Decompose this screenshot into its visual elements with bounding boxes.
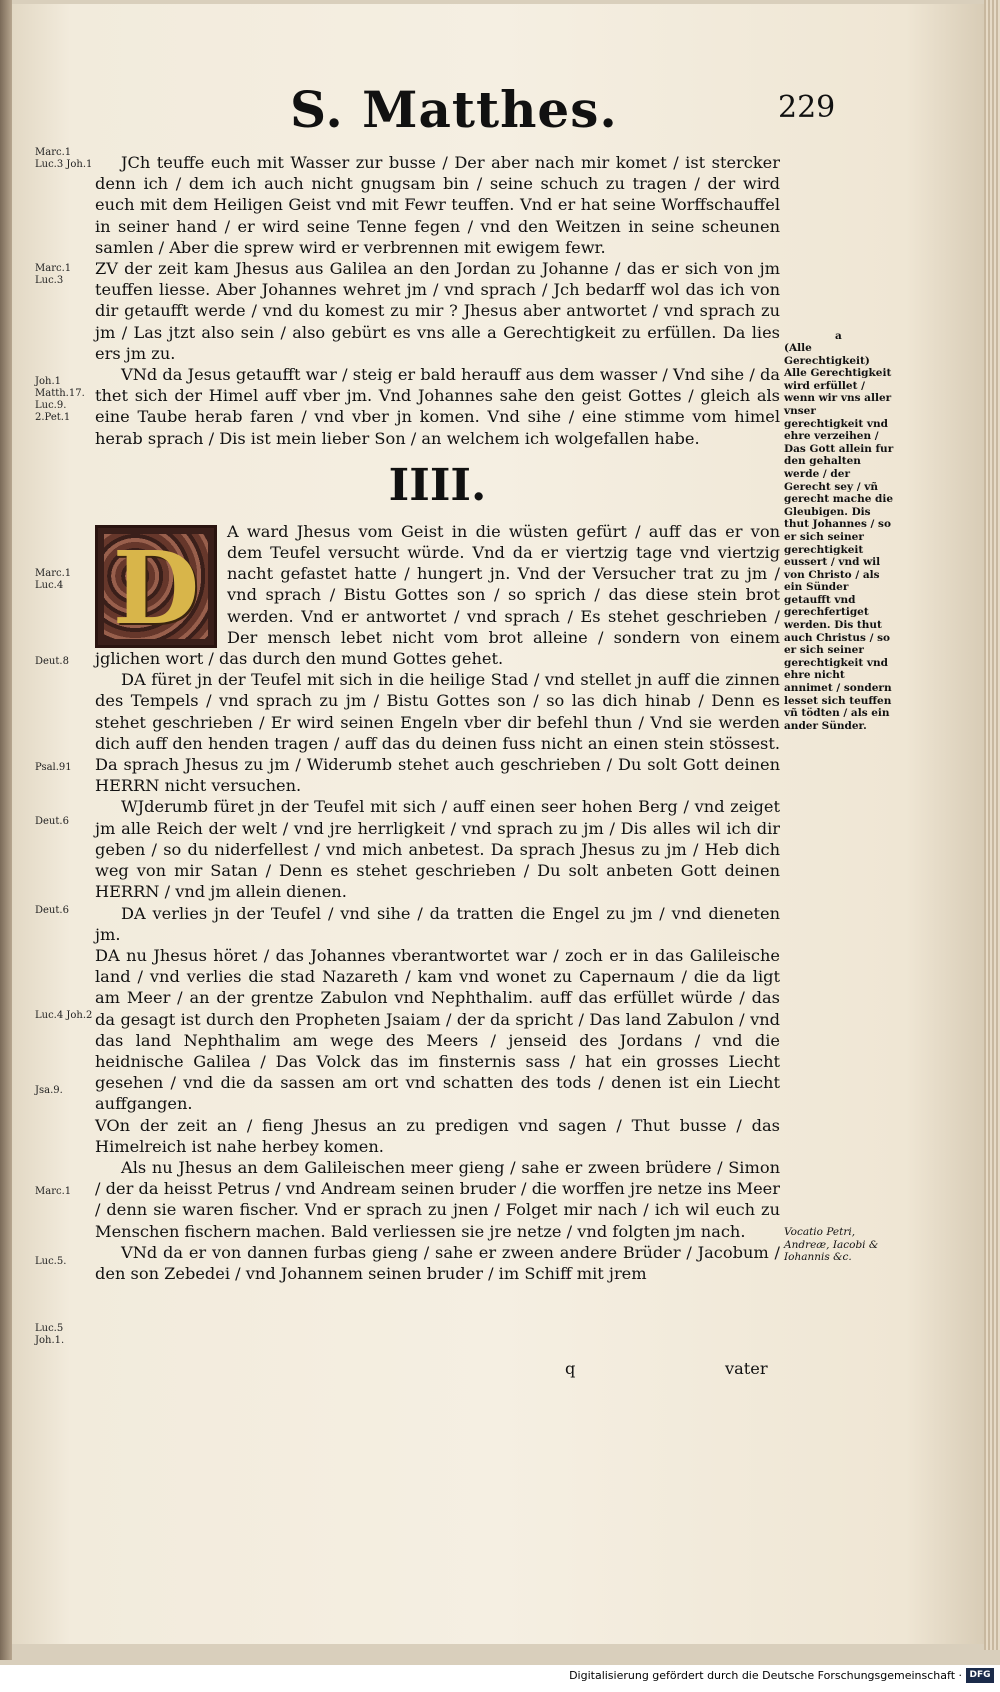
initial-letter: D [112,528,200,647]
marginal-gloss: Vocatio Petri, Andreæ, Iacobi & Iohannis &c. [784,1226,879,1264]
margin-reference: Luc.5 Joh.1. [35,1323,65,1346]
margin-reference: Jsa.9. [35,1085,63,1096]
book-spine-edge [0,0,12,1660]
main-text-column [95,152,780,1284]
margin-reference: Deut.8 [35,656,69,667]
paragraph: JCh teuffe euch mit Wasser zur busse / Der aber nach mir komet / ist stercker denn ich / dem ich auch nicht gnugsam bin / seine schuch zu tragen / der wird euch mit dem Heiligen Geist vnd mit Fewr teuffen. Vnd er hat seine Worffschauffel in seiner hand / er wird seine Tenne fegen / vnd den Weitzen in seine scheunen samlen / Aber die sprew wird er verbrennen mit ewigem fewr. [95,153,780,257]
paragraph: VNd da Jesus getaufft war / steig er bald herauff aus dem wasser / Vnd sihe / da thet sich der Himel auff vber jm. Vnd Johannes sahe den geist Gottes / gleich als eine Taube herab faren / vnd vber jn komen. Vnd sihe / eine stimme vom himel herab sprach / Dis ist mein lieber Son / an welchem ich wolgefallen habe. [95,365,780,448]
running-title: S. Matthes. [290,80,618,139]
signature-mark: q [565,1359,576,1378]
margin-reference: Joh.1 Matth.17. Luc.9. 2.Pet.1 [35,376,85,423]
paragraph: A ward Jhesus vom Geist in die wüsten gefürt / auff das er von dem Teufel versucht würde. Vnd da er viertzig tage vnd viertzig nacht gefastet hatte / hungert jn. Vnd der Versucher trat zu jm / vnd sprach / Bistu Gottes son / so sprich / das diese stein brot werden. Vnd er antwortet / vnd sprach / Es stehet geschrieben / Der mensch lebet nicht vom brot alleine / sondern von einem jglichen wort / das durch den mund Gottes gehet. [95,521,780,669]
margin-reference: Luc.4 Joh.2 [35,1010,93,1021]
paragraph: Als nu Jhesus an dem Galileischen meer gieng / sahe er zween brüdere / Simon / der da heisst Petrus / vnd Andream seinen bruder / die worffen jre netze ins Meer / denn sie waren fischer. Vnd er sprach zu jnen / Folget mir nach / ich wil euch zu Menschen fischern machen. Bald verliessen sie jre netze / vnd folgten jm nach. [95,1157,780,1241]
decorated-initial [95,525,217,648]
paragraph: DA nu Jhesus höret / das Johannes vberantwortet war / zoch er in das Galileische land / vnd verlies die stad Nazareth / kam vnd wonet zu Capernaum / die da ligt am Meer / an der grentze Zabulon vnd Nephthalim. auff das erfüllet würde / das da gesagt ist durch den Propheten Jsaiam / der da spricht / Das land Zabulon / vnd das land Nephthalim am wege des Meers / jenseid des Jordans / vnd die heidnische Galilea / Das Volck das im finsternis sass / hat ein grosses Liecht gesehen / vnd die da sassen am ort vnd schatten des tods / denen ist ein Liecht auffgangen. [95,945,780,1114]
paragraph: ZV der zeit kam Jhesus aus Galilea an den Jordan zu Johanne / das er sich von jm teuffen liesse. Aber Johannes wehret jm / vnd sprach / Jch bedarff wol das ich von dir getaufft werde / vnd du komest zu mir ? Jhesus aber antwortet / vnd sprach zu jm / Las jtzt also sein / also gebürt es vns alle a Gerechtigkeit zu erfüllen. Da lies ers jm zu. [95,259,780,363]
margin-reference: Deut.6 [35,816,69,827]
catchword: vater [725,1359,768,1378]
margin-reference: Deut.6 [35,905,69,916]
paragraph: WJderumb füret jn der Teufel mit sich / auff einen seer hohen Berg / vnd zeiget jm alle Reich der welt / vnd jre herrligkeit / vnd sprach zu jm / Dis alles wil ich dir geben / so du niderfellest / vnd mich anbetest. Da sprach Jhesus zu jm / Heb dich weg von mir Satan / Denn es stehet geschrieben / Du solt anbeten Gott deinen HERRN / vnd jm allein dienen. [95,797,780,902]
marginal-gloss: (Alle Gerechtigkeit) Alle Gerechtigkeit wird erfüllet / wenn wir vns aller vnser gerechtigkeit vnd ehre verzeihen / Das Gott allein fur den gehalten werde / der Gerecht sey / vñ gerecht mache die Gleubigen. Dis thut Johannes / so er sich seiner gerechtigkeit eussert / vnd wil von Christo / als ein Sünder getaufft vnd gerechfertiget werden. Dis thut auch Christus / so er sich seiner gerechtigkeit vnd ehre nicht annimet / sondern lesset sich teuffen vñ tödten / als ein ander Sünder. [784,342,894,732]
page-number: 229 [778,90,836,125]
gloss-marker: a [835,330,842,342]
paragraph: VOn der zeit an / fieng Jhesus an zu predigen vnd sagen / Thut busse / das Himelreich ist nahe herbey komen. [95,1115,780,1156]
dfg-logo: DFG [966,1668,994,1683]
margin-reference: Marc.1 [35,1186,72,1197]
margin-reference: Luc.5. [35,1256,67,1267]
margin-reference: Marc.1 Luc.3 [35,263,72,286]
funding-credit: Digitalisierung gefördert durch die Deutsche Forschungsgemeinschaft · [569,1669,962,1682]
margin-reference: Psal.91 [35,762,72,773]
margin-reference: Marc.1 Luc.4 [35,568,72,591]
paragraph: DA verlies jn der Teufel / vnd sihe / da tratten die Engel zu jm / vnd dieneten jm. [95,903,780,944]
paragraph: DA füret jn der Teufel mit sich in die heilige Stad / vnd stellet jn auff die zinnen des Tempels / vnd sprach zu jm / Bistu Gottes son / so las dich hinab / Denn es stehet geschrieben / Er wird seinen Engeln vber dir befehl thun / Vnd sie werden dich auff den henden tragen / auff das du deinen fuss nicht an einen stein stössest. Da sprach Jhesus zu jm / Widerumb stehet auch geschrieben / Du solt Gott deinen HERRN nicht versuchen. [95,670,780,796]
chapter-heading: IIII. [388,459,487,511]
page-stack-edge [984,0,1000,1650]
paragraph: VNd da er von dannen furbas gieng / sahe er zween andere Brüder / Jacobum / den son Zebedei / vnd Johannem seinen bruder / im Schiff mit jrem [95,1242,780,1283]
margin-reference: Marc.1 Luc.3 Joh.1 [35,147,93,170]
